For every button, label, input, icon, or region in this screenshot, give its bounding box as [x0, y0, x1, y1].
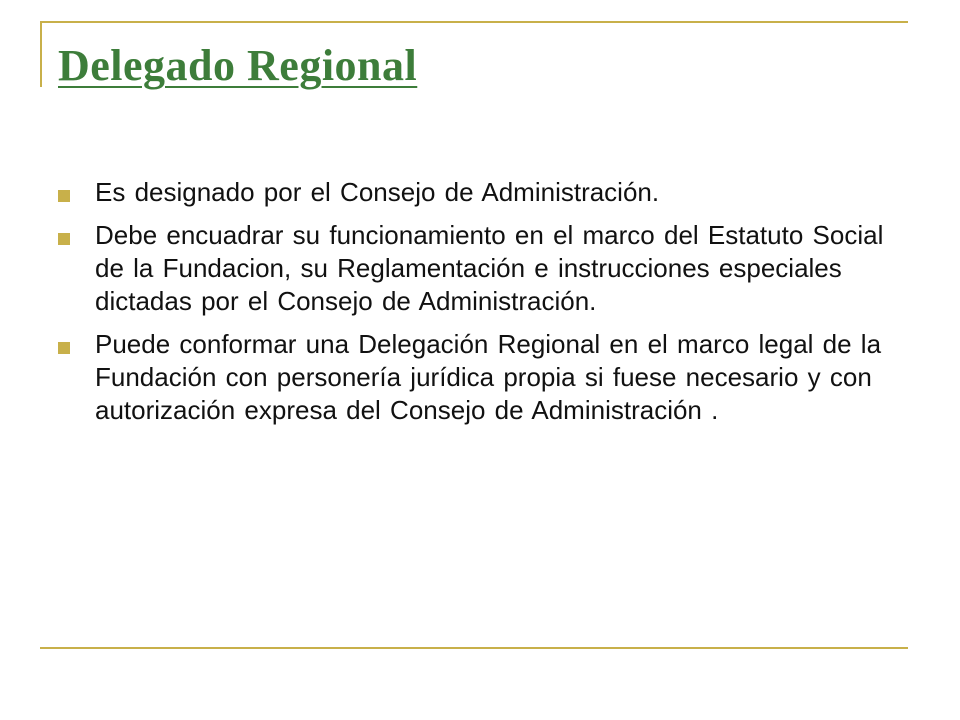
slide-title: Delegado Regional — [58, 41, 418, 90]
square-bullet-icon — [58, 190, 70, 202]
square-bullet-icon — [58, 342, 70, 354]
bullet-text: Puede conformar una Delegación Regional en el marco legal de la Fundación con personería jurídica propia si fuese necesario y con autorización expresa del Consejo de Administración . — [95, 329, 882, 425]
bottom-rule — [40, 647, 908, 649]
top-rule — [40, 21, 908, 23]
bullet-item — [58, 176, 908, 209]
bullet-text: Debe encuadrar su funcionamiento en el marco del Estatuto Social de la Fundacion, su Reglamentación e instrucciones especiales dictadas por el Consejo de Administración. — [95, 220, 884, 316]
bullet-item — [58, 328, 908, 427]
bullet-item — [58, 219, 908, 318]
square-bullet-icon — [58, 233, 70, 245]
bullet-text: Es designado por el Consejo de Administración. — [95, 177, 660, 207]
bullet-list — [58, 176, 908, 437]
left-rule — [40, 21, 42, 87]
